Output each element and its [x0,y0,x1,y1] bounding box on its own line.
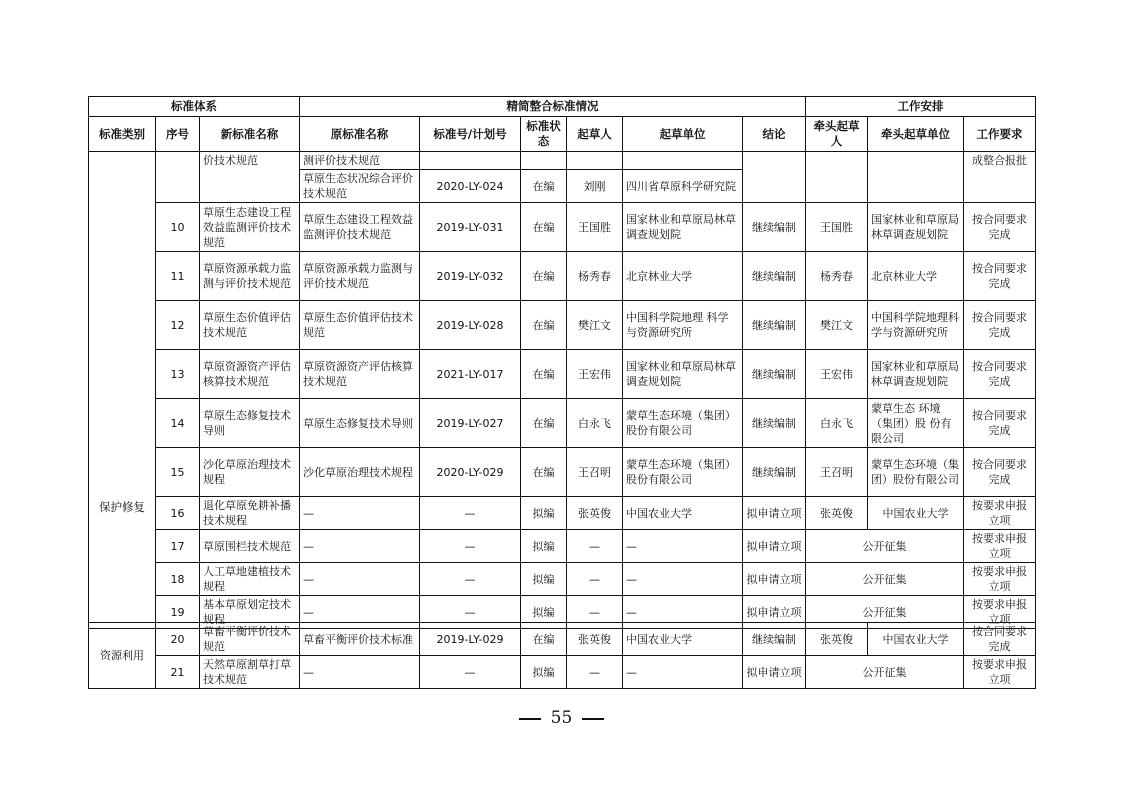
drafter-cell: 王国胜 [567,203,623,252]
state-cell: 在编 [521,170,567,203]
unit-cell: 中国科学院地理 科学与资源研究所 [623,301,743,350]
lead-unit-cell: 蒙草生态 环境（集团）股 份有限公司 [868,399,964,448]
new-name-cell: 人工草地建植技术规程 [200,563,300,596]
new-name-cell: 沙化草原治理技术规程 [200,448,300,497]
state-cell: 在编 [521,623,567,656]
drafter-cell: 张英俊 [567,623,623,656]
unit-cell [623,152,743,170]
drafter-dash: — [567,530,623,563]
code-dash: — [420,656,521,689]
orig-name-dash: — [300,596,420,629]
lead-unit-cell: 蒙草生态环境（集团）股份有限公司 [868,448,964,497]
state-cell: 在编 [521,252,567,301]
requirement-cell: 成整合报批 [964,152,1036,203]
drafter-cell: 樊江文 [567,301,623,350]
orig-name-dash: — [300,497,420,530]
table-row [89,350,1036,399]
seq-cell: 21 [156,656,200,689]
conclusion-cell: 拟申请立项 [743,596,806,629]
requirement-cell: 按合同要求完成 [964,399,1036,448]
standards-table-tail [88,622,1036,689]
conclusion-cell: 继续编制 [743,301,806,350]
standards-table [88,96,1036,629]
orig-name-cell: 草畜平衡评价技术标准 [300,623,420,656]
seq-cell: 19 [156,596,200,629]
col-header-state: 标准状态 [521,117,567,152]
orig-name-cell: 草原生态修复技术导则 [300,399,420,448]
group-header-system: 标准体系 [89,97,300,117]
unit-cell: 国家林业和草原局林草调查规划院 [623,203,743,252]
conclusion-cell: 继续编制 [743,623,806,656]
code-dash: — [420,563,521,596]
category-cell-empty [89,152,156,629]
code-cell [420,152,521,170]
drafter-cell: 白永飞 [567,399,623,448]
table-row [89,399,1036,448]
conclusion-cell: 继续编制 [743,203,806,252]
seq-cell: 20 [156,623,200,656]
code-cell: 2019-LY-028 [420,301,521,350]
col-header-category: 标准类别 [89,117,156,152]
seq-cell: 11 [156,252,200,301]
lead-drafter-cell: 张英俊 [806,497,868,530]
seq-cell: 13 [156,350,200,399]
new-name-cell: 退化草原免耕补播技术规程 [200,497,300,530]
new-name-cell: 天然草原割草打草技术规范 [200,656,300,689]
drafter-cell: 杨秀春 [567,252,623,301]
seq-cell: 10 [156,203,200,252]
unit-cell: 国家林业和草原局林草调查规划院 [623,350,743,399]
conclusion-cell: 拟申请立项 [743,530,806,563]
col-header-lead-drafter: 牵头起草人 [806,117,868,152]
lead-unit-cell: 中国农业大学 [868,497,964,530]
new-name-cell: 草畜平衡评价技术规范 [200,623,300,656]
code-cell: 2019-LY-027 [420,399,521,448]
col-header-seq: 序号 [156,117,200,152]
state-cell: 拟编 [521,596,567,629]
unit-dash: — [623,656,743,689]
code-cell: 2021-LY-017 [420,350,521,399]
orig-name-cell: 草原资源承载力监测与评价技术规范 [300,252,420,301]
requirement-cell: 按要求申报立项 [964,497,1036,530]
lead-unit-cell: 中国科学院地理科学与资源研究所 [868,301,964,350]
col-header-new-name: 新标准名称 [200,117,300,152]
column-header-row [89,117,1036,152]
state-cell: 拟编 [521,563,567,596]
table-row [89,656,1036,689]
table-row [89,203,1036,252]
page-number: 55 [550,708,573,728]
conclusion-cell: 拟申请立项 [743,563,806,596]
category-label-protect: 保护修复 [89,499,155,515]
col-header-requirement: 工作要求 [964,117,1036,152]
code-cell: 2020-LY-029 [420,448,521,497]
open-call-cell: 公开征集 [806,656,964,689]
orig-name-dash: — [300,563,420,596]
unit-dash: — [623,596,743,629]
seq-cell: 15 [156,448,200,497]
footer-right-dash [582,718,604,720]
table-row [89,252,1036,301]
state-cell: 拟编 [521,530,567,563]
conclusion-cell: 继续编制 [743,350,806,399]
drafter-cell [567,152,623,170]
lead-drafter-cell [806,152,868,203]
footer-left-dash [519,718,541,720]
orig-name-cell: 草原生态价值评估技术规范 [300,301,420,350]
conclusion-cell: 继续编制 [743,252,806,301]
lead-unit-cell: 中国农业大学 [868,623,964,656]
state-cell: 在编 [521,448,567,497]
requirement-cell: 按要求申报立项 [964,596,1036,629]
col-header-drafter: 起草人 [567,117,623,152]
seq-cell: 18 [156,563,200,596]
table-row [89,152,1036,170]
table-row [89,563,1036,596]
orig-name-cell: 草原生态建设工程效益监测评价技术规范 [300,203,420,252]
group-header-status: 精简整合标准情况 [300,97,806,117]
col-header-code: 标准号/计划号 [420,117,521,152]
lead-unit-cell: 国家林业和草原局林草调查规划院 [868,203,964,252]
open-call-cell: 公开征集 [806,563,964,596]
drafter-dash: — [567,563,623,596]
code-cell: 2020-LY-024 [420,170,521,203]
orig-name-dash: — [300,656,420,689]
code-cell: 2019-LY-032 [420,252,521,301]
requirement-cell: 按合同要求完成 [964,252,1036,301]
orig-name-dash: — [300,530,420,563]
drafter-cell: 王召明 [567,448,623,497]
unit-cell: 蒙草生态环境（集团）股份有限公司 [623,399,743,448]
new-name-cell: 草原生态修复技术导则 [200,399,300,448]
new-name-cell: 草原生态价值评估技术规范 [200,301,300,350]
lead-drafter-cell: 王召明 [806,448,868,497]
open-call-cell: 公开征集 [806,530,964,563]
lead-drafter-cell: 杨秀春 [806,252,868,301]
new-name-cell: 草原生态建设工程效益监测评价技术规范 [200,203,300,252]
requirement-cell: 按合同要求完成 [964,350,1036,399]
col-header-conclusion: 结论 [743,117,806,152]
group-header-row [89,97,1036,117]
unit-cell: 四川省草原科学研究院 [623,170,743,203]
unit-cell: 中国农业大学 [623,623,743,656]
new-name-cell: 草原围栏技术规范 [200,530,300,563]
lead-drafter-cell: 王国胜 [806,203,868,252]
seq-cell: 14 [156,399,200,448]
seq-cell: 16 [156,497,200,530]
requirement-cell: 按合同要求完成 [964,203,1036,252]
seq-cell [156,152,200,203]
requirement-cell: 按合同要求完成 [964,448,1036,497]
col-header-lead-unit: 牵头起草单位 [868,117,964,152]
state-cell: 拟编 [521,497,567,530]
state-cell: 在编 [521,203,567,252]
table-row [89,623,1036,656]
table-row [89,448,1036,497]
code-dash: — [420,530,521,563]
open-call-cell: 公开征集 [806,596,964,629]
seq-cell: 12 [156,301,200,350]
state-cell: 拟编 [521,656,567,689]
code-cell: 2019-LY-029 [420,623,521,656]
requirement-cell: 按合同要求完成 [964,623,1036,656]
lead-unit-cell: 北京林业大学 [868,252,964,301]
lead-drafter-cell: 白永飞 [806,399,868,448]
conclusion-cell: 拟申请立项 [743,497,806,530]
requirement-cell: 按要求申报立项 [964,530,1036,563]
orig-name-cell: 沙化草原治理技术规程 [300,448,420,497]
drafter-cell: 刘刚 [567,170,623,203]
lead-unit-cell: 国家林业和草原局林草调查规划院 [868,350,964,399]
state-cell: 在编 [521,350,567,399]
lead-drafter-cell: 王宏伟 [806,350,868,399]
conclusion-cell: 继续编制 [743,448,806,497]
new-name-cell: 价技术规范 [200,152,300,203]
requirement-cell: 按要求申报立项 [964,563,1036,596]
col-header-unit: 起草单位 [623,117,743,152]
new-name-cell: 草原资源资产评估核算技术规范 [200,350,300,399]
drafter-cell: 王宏伟 [567,350,623,399]
lead-drafter-cell: 樊江文 [806,301,868,350]
unit-cell: 北京林业大学 [623,252,743,301]
unit-dash: — [623,530,743,563]
conclusion-cell: 拟申请立项 [743,656,806,689]
code-dash: — [420,497,521,530]
lead-drafter-cell: 张英俊 [806,623,868,656]
drafter-dash: — [567,596,623,629]
unit-cell: 中国农业大学 [623,497,743,530]
drafter-dash: — [567,656,623,689]
col-header-orig-name: 原标准名称 [300,117,420,152]
orig-name-cell: 测评价技术规范 [300,152,420,170]
group-header-work: 工作安排 [806,97,1036,117]
new-name-cell: 基本草原划定技术规程 [200,596,300,629]
category-cell-resource: 资源利用 [89,623,156,689]
requirement-cell: 按要求申报立项 [964,656,1036,689]
unit-cell: 蒙草生态环境（集团）股份有限公司 [623,448,743,497]
table-row [89,497,1036,530]
conclusion-cell: 继续编制 [743,399,806,448]
page-footer [0,708,1123,728]
table-row [89,530,1036,563]
orig-name-cell: 草原生态状况综合评价技术规范 [300,170,420,203]
table-row [89,301,1036,350]
drafter-cell: 张英俊 [567,497,623,530]
orig-name-cell: 草原资源资产评估核算技术规范 [300,350,420,399]
code-cell: 2019-LY-031 [420,203,521,252]
lead-unit-cell [868,152,964,203]
state-cell [521,152,567,170]
requirement-cell: 按合同要求完成 [964,301,1036,350]
new-name-cell: 草原资源承载力监测与评价技术规范 [200,252,300,301]
seq-cell: 17 [156,530,200,563]
state-cell: 在编 [521,301,567,350]
conclusion-cell [743,152,806,203]
unit-dash: — [623,563,743,596]
state-cell: 在编 [521,399,567,448]
code-dash: — [420,596,521,629]
